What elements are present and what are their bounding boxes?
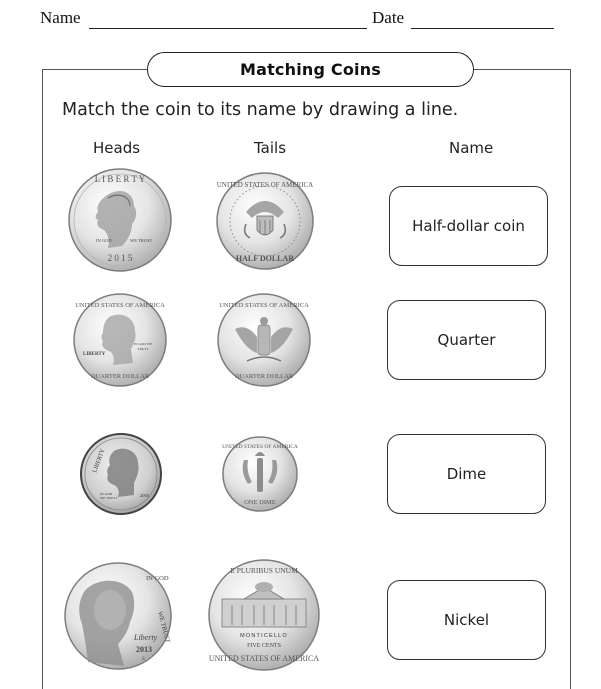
name-input-line[interactable] <box>89 28 367 29</box>
svg-text:QUARTER DOLLAR: QUARTER DOLLAR <box>90 373 150 380</box>
svg-text:E PLURIBUS UNUM: E PLURIBUS UNUM <box>230 566 298 575</box>
svg-text:IN GOD: IN GOD <box>96 238 112 243</box>
nickel-tails-coin[interactable] <box>208 559 320 671</box>
svg-text:IN GOD: IN GOD <box>100 492 113 496</box>
svg-text:UNITED STATES OF AMERICA: UNITED STATES OF AMERICA <box>216 181 314 189</box>
svg-text:L I B E R T Y: L I B E R T Y <box>94 174 146 184</box>
instruction-text: Match the coin to its name by drawing a line. <box>62 100 459 120</box>
svg-text:2 0 1 5: 2 0 1 5 <box>107 253 133 263</box>
column-header-name: Name <box>449 139 494 157</box>
column-header-heads: Heads <box>93 139 141 157</box>
svg-text:LIBERTY: LIBERTY <box>83 352 106 357</box>
nickel-heads-coin[interactable] <box>64 562 172 670</box>
quarter-tails-coin[interactable] <box>217 293 311 387</box>
name-box-dime[interactable]: Dime <box>387 434 546 514</box>
svg-text:Liberty: Liberty <box>134 633 158 642</box>
svg-text:HALF DOLLAR: HALF DOLLAR <box>235 254 295 263</box>
svg-text:UNITED STATES OF AMERICA: UNITED STATES OF AMERICA <box>75 302 165 309</box>
name-box-half-dollar[interactable]: Half-dollar coin <box>389 186 548 266</box>
svg-text:LIBERTY: LIBERTY <box>92 448 107 474</box>
svg-text:ONE DIME: ONE DIME <box>244 499 276 506</box>
svg-text:UNITED STATES OF AMERICA: UNITED STATES OF AMERICA <box>219 302 309 309</box>
date-input-line[interactable] <box>411 28 554 29</box>
svg-text:UNITED STATES OF AMERICA: UNITED STATES OF AMERICA <box>208 654 320 663</box>
worksheet-title-banner <box>147 52 474 87</box>
svg-text:WE TRUST: WE TRUST <box>156 610 172 644</box>
half-dollar-heads-coin[interactable] <box>68 168 172 272</box>
svg-text:IN GOD WE: IN GOD WE <box>133 342 153 346</box>
column-header-tails: Tails <box>254 139 287 157</box>
svg-text:S: S <box>142 657 145 662</box>
svg-text:WE TRUST: WE TRUST <box>130 238 153 243</box>
dime-tails-coin[interactable] <box>222 436 298 512</box>
svg-text:FIVE CENTS: FIVE CENTS <box>247 643 281 649</box>
svg-text:QUARTER DOLLAR: QUARTER DOLLAR <box>234 373 294 380</box>
svg-text:MONTICELLO: MONTICELLO <box>240 633 288 639</box>
svg-text:2013: 2013 <box>136 645 152 654</box>
quarter-heads-coin[interactable] <box>73 293 167 387</box>
svg-text:UNITED STATES OF AMERICA: UNITED STATES OF AMERICA <box>222 444 298 450</box>
worksheet-title: Matching Coins <box>239 60 382 79</box>
name-label: Name <box>40 8 81 27</box>
svg-text:WE TRUST: WE TRUST <box>100 496 118 500</box>
svg-text:IN GOD: IN GOD <box>146 575 169 582</box>
half-dollar-tails-coin[interactable] <box>216 172 314 270</box>
name-box-quarter[interactable]: Quarter <box>387 300 546 380</box>
svg-text:TRUST: TRUST <box>137 347 149 351</box>
dime-heads-coin[interactable] <box>80 433 162 515</box>
svg-text:2005: 2005 <box>140 493 149 498</box>
date-label: Date <box>372 8 405 27</box>
name-box-nickel[interactable]: Nickel <box>387 580 546 660</box>
